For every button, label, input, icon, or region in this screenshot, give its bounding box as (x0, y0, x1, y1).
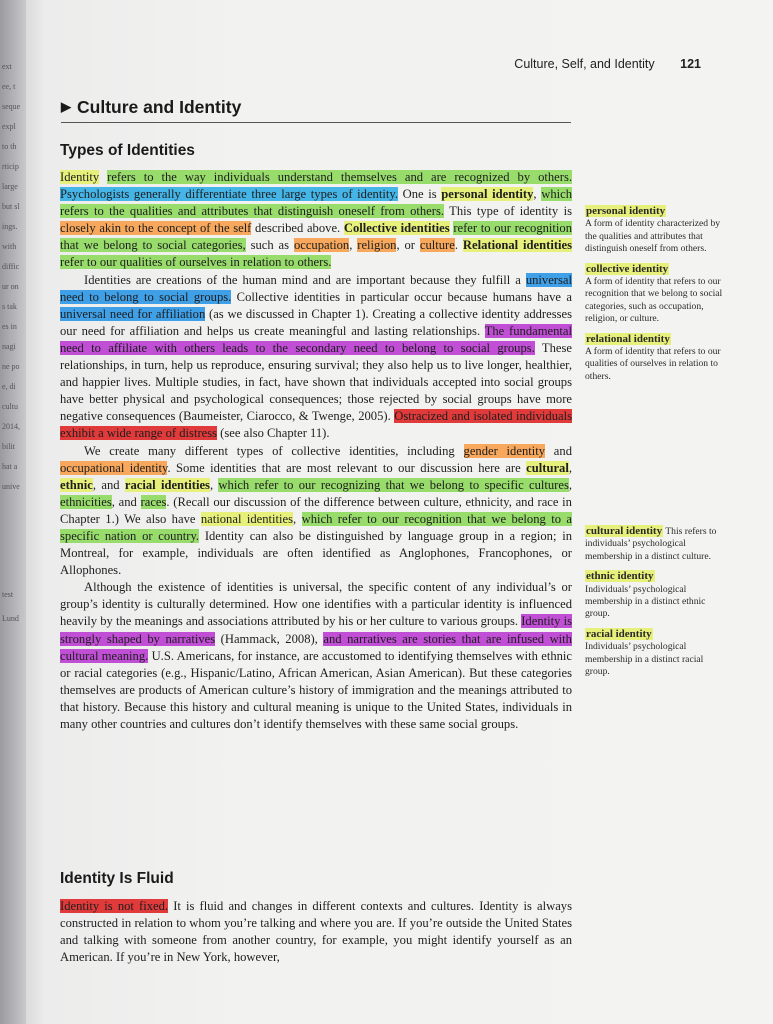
previous-page-fragment: ee, t (2, 82, 16, 91)
text-run: Collective identities in particular occur because humans have a (231, 289, 572, 304)
previous-page-fragment: ur on (2, 282, 19, 291)
margin-glossary-bottom (585, 525, 725, 685)
paragraph-4 (60, 579, 572, 733)
text-run: . (Recall our discussion of the difference between culture, ethnicity, and race in Chapter 1.) We also have (60, 494, 572, 526)
previous-page-fragment: bilit (2, 442, 15, 451)
highlighted-text: refers to the way individuals understand themselves and are recognized by others. (107, 170, 572, 184)
previous-page-fragment: ings. (2, 222, 18, 231)
text-run: , (293, 511, 302, 526)
text-run: such as (245, 238, 294, 253)
highlighted-text: national identities (200, 511, 294, 526)
previous-page-fragment: to th (2, 142, 17, 151)
text-run: , (568, 477, 573, 492)
highlighted-text: racial identities (124, 477, 210, 492)
text-run: , and (111, 494, 141, 509)
highlighted-text: Identity is strongly shaped by narratives (60, 614, 572, 646)
previous-page-fragment: large (2, 182, 18, 191)
text-run: described above. (251, 221, 344, 236)
text-run: , (209, 477, 219, 492)
highlighted-text: which refer to our recognition that we belong to a specific nation or country. (60, 511, 573, 543)
highlighted-text: personal identity (441, 187, 534, 202)
section-title: ▶ Culture and Identity (61, 97, 571, 123)
highlighted-text: cultural (526, 460, 569, 475)
highlighted-text: occupation (293, 238, 350, 253)
highlighted-text: occupational identity (60, 460, 168, 475)
book-page (14, 0, 773, 1024)
text-run: These relationships, in turn, help us reproduce, ensuring survival; they also help us to live longer, healthier, and happier lives. Multiple studies, in fact, have shown that individuals accepted into social groups have better physical and psychological consequences; those rejected by social groups have more negative consequences (Baumeister, Ciarocco, & Twenge, 2005). (60, 340, 572, 424)
text-run: (see also Chapter 11). (217, 426, 330, 441)
highlighted-text: Psychologists generally differentiate three large types of identity. (60, 187, 398, 202)
text-run: This type of identity is (444, 204, 572, 219)
glossary-term: cultural identity (586, 525, 663, 537)
highlighted-text: closely akin to the concept of the self (60, 221, 252, 236)
highlighted-text: races (140, 494, 167, 509)
text-run: , (349, 238, 358, 253)
previous-page-fragment: unive (2, 482, 20, 491)
previous-page-fragment: rticip (2, 162, 19, 171)
running-header (514, 57, 701, 71)
glossary-definition: A form of identity that refers to our qualities of ourselves in relation to others. (585, 346, 721, 382)
highlighted-text: The fundamental need to affiliate with others leads to the secondary need to belong to social groups. (60, 323, 572, 355)
highlighted-text: Relational identities (462, 238, 573, 253)
previous-page-fragment: ext (2, 62, 12, 71)
highlighted-text: universal need to belong to social groups. (60, 272, 572, 304)
text-run: , or (396, 238, 420, 253)
paragraph-5 (60, 898, 572, 966)
previous-page-fragment: expl (2, 122, 16, 131)
text-run: U.S. Americans, for instance, are accustomed to identifying themselves with ethnic or racial categories (e.g., Hispanic/Latino, African American, Asian American). But these categories themselves are products of American culture’s history of immigration and the meanings attributed to that history. Because this history and cultural meaning is unique to the United States, individuals in many other countries and cultures don’t identify themselves with these same social groups. (60, 648, 572, 731)
previous-page-fragment: cultu (2, 402, 18, 411)
glossary-entry (585, 205, 725, 256)
highlighted-text: culture (419, 238, 455, 253)
highlighted-text: which refer to our recognizing that we belong to specific cultures (218, 477, 569, 492)
previous-page-fragment: with (2, 242, 17, 251)
glossary-definition: This refers to individuals’ psychological membership in a distinct culture. (585, 526, 717, 562)
paragraph-3 (60, 443, 572, 580)
previous-page-fragment: 2014, (2, 422, 20, 431)
text-run: and (545, 443, 572, 458)
highlighted-text: refer to our qualities of ourselves in relation to others. (60, 255, 332, 270)
text-run: (Hammack, 2008), (215, 631, 324, 646)
triangle-bullet-icon: ▶ (61, 99, 71, 114)
highlighted-text: universal need for affiliation (60, 306, 206, 321)
text-run: , (568, 460, 572, 475)
highlighted-text: religion (357, 238, 397, 253)
text-run: Identity can also be distinguished by language group in a region; in Montreal, for example, individuals are often identified as Anglophones, Francophones, or Allophones. (60, 528, 572, 578)
highlighted-text: refer to our recognition that we belong to social categories, (60, 221, 573, 253)
glossary-entry (585, 525, 725, 563)
highlighted-text: gender identity (463, 443, 546, 458)
chapter-title: Culture, Self, and Identity (514, 57, 655, 71)
previous-page-fragment: s tak (2, 302, 17, 311)
highlighted-text: Collective identities (343, 221, 450, 236)
glossary-entry (585, 570, 725, 621)
previous-page-fragment: Lund (2, 614, 19, 623)
glossary-definition: Individuals’ psychological membership in a distinct racial group. (585, 641, 704, 678)
highlighted-text: and narratives are stories that are infused with cultural meaning. (60, 631, 572, 663)
previous-page-fragment: nagi (2, 342, 16, 351)
text-run: Identities are creations of the human mind and are important because they fulfill a (84, 272, 526, 287)
text-run: , and (92, 477, 125, 492)
previous-page-fragment: diffic (2, 262, 20, 271)
highlighted-text: Ostracized and isolated individuals exhibit a wide range of distress (60, 409, 572, 441)
glossary-entry (585, 333, 725, 384)
previous-page-fragment: test (2, 590, 14, 599)
margin-glossary-top (585, 205, 725, 390)
glossary-definition: A form of identity characterized by the qualities and attributes that distinguish oneself from others. (585, 218, 721, 255)
previous-page-fragment: but sl (2, 202, 20, 211)
subheading-types: Types of Identities (60, 142, 195, 159)
highlighted-text: Identity (60, 170, 100, 184)
subheading-fluid: Identity Is Fluid (60, 870, 174, 887)
paragraph-2 (60, 272, 572, 443)
text-run (99, 170, 107, 184)
glossary-entry (585, 263, 725, 326)
body-text-fluid (60, 898, 572, 966)
previous-page-fragment: seque (2, 102, 21, 111)
text-run: . Some identities that are most relevant to our discussion here are (167, 460, 527, 475)
text-run: Although the existence of identities is universal, the specific content of any individual’s or group’s identity is culturally determined. How one identifies with a particular identity is influenced heavily by the meanings and associations attributed by his or her culture to various groups. (60, 580, 572, 629)
glossary-entry (585, 628, 725, 679)
highlighted-text: which refers to the qualities and attributes that distinguish oneself from others. (60, 187, 572, 219)
body-text-main (60, 169, 572, 733)
highlighted-text: ethnicities (60, 494, 112, 509)
glossary-definition: Individuals’ psychological membership in a distinct ethnic group. (585, 583, 706, 620)
text-run: It is fluid and changes in different contexts and cultures. Identity is always constructed in relation to whom you’re talking and where you are. If you’re outside the United States and talking with someone from another country, for example, you might identify yourself as an American. If you’re in New York, however, (60, 899, 572, 965)
glossary-term: racial identity (586, 627, 652, 640)
glossary-term: ethnic identity (586, 570, 654, 583)
text-run: We create many different types of collective identities, including (84, 443, 464, 458)
glossary-definition: A form of identity that refers to our recognition that we belong to social categories, such as occupation, religion, or culture. (585, 276, 723, 325)
text-run: , (533, 187, 542, 202)
previous-page-fragment: ne po (2, 362, 20, 371)
highlighted-text: ethnic (60, 477, 93, 492)
text-run: One is (397, 187, 442, 202)
text-run: . (454, 238, 463, 253)
previous-page-fragment: e, di (2, 382, 16, 391)
glossary-term: personal identity (586, 205, 666, 217)
glossary-term: collective identity (586, 262, 669, 275)
previous-page-fragment: hat a (2, 462, 18, 471)
paragraph-1 (60, 169, 572, 272)
page-number: 121 (680, 57, 701, 71)
previous-page-fragment: es in (2, 322, 17, 331)
glossary-term: relational identity (586, 332, 670, 345)
previous-page-edge (0, 0, 26, 1024)
text-run: (as we discussed in Chapter 1). Creating a collective identity addresses our need for affiliation and helps us create meaningful and lasting relationships. (60, 306, 573, 338)
highlighted-text: Identity is not fixed. (60, 899, 169, 913)
